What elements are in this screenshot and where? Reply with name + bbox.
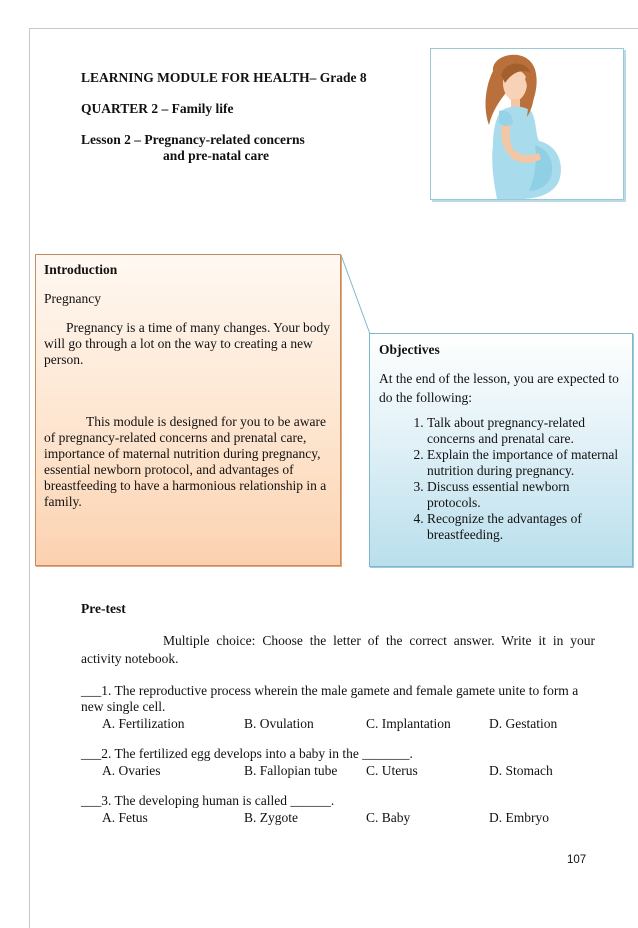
objectives-lead: At the end of the lesson, you are expected to do the following: [379,371,619,405]
choice-a: A. Fetus [102,810,148,825]
pregnant-woman-icon [431,49,623,199]
lesson-title-line2: and pre-natal care [163,148,269,163]
choice-b: B. Fallopian tube [244,763,338,778]
introduction-title: Introduction [44,262,118,277]
pretest-title: Pre-test [81,601,126,616]
choice-c: C. Implantation [366,716,451,731]
objectives-box [369,333,633,567]
choice-a: A. Fertilization [102,716,185,731]
choice-d: D. Gestation [489,716,558,731]
module-header [81,70,367,179]
choice-b: B. Ovulation [244,716,314,731]
objective-item: 1. Talk about pregnancy-related concerns and prenatal care. [427,415,623,447]
choice-b: B. Zygote [244,810,298,825]
introduction-paragraph-2: This module is designed for you to be aware of pregnancy-related concerns and prenatal care, importance of maternal nutrition during pregnancy, essential newborn protocol, and advantages of breastfeeding to have a harmonious relationship in a family. [44,414,327,509]
question-2 [81,746,595,779]
lesson-title-line1: Lesson 2 – Pregnancy-related concerns [81,132,305,147]
objective-item: 4. Recognize the advantages of breastfeeding. [427,511,623,543]
question-stem: ___3. The developing human is called ______. [81,793,335,808]
page-number: 107 [567,854,587,866]
pretest-instructions: Multiple choice: Choose the letter of the correct answer. Write it in your activity notebook. [81,633,595,666]
question-stem: ___1. The reproductive process wherein the male gamete and female gamete unite to form a new single cell. [81,683,579,714]
choice-c: C. Uterus [366,763,418,778]
choice-d: D. Embryo [489,810,549,825]
callout-connector [340,254,380,344]
introduction-box [35,254,341,566]
answer-choices [81,809,595,826]
pretest-section [81,601,595,840]
introduction-paragraph-1: Pregnancy is a time of many changes. Your body will go through a lot on the way to creating a new person. [44,320,330,367]
choice-d: D. Stomach [489,763,553,778]
objective-item: 3. Discuss essential newborn protocols. [427,479,623,511]
objective-item: 2. Explain the importance of maternal nutrition during pregnancy. [427,447,623,479]
pregnant-woman-illustration [430,48,624,200]
choice-a: A. Ovaries [102,763,161,778]
objectives-title: Objectives [379,342,440,357]
answer-choices [81,762,595,779]
module-title: LEARNING MODULE FOR HEALTH– Grade 8 [81,70,367,85]
objectives-list [379,415,623,543]
question-3 [81,793,595,826]
answer-choices [81,715,595,732]
quarter-title: QUARTER 2 – Family life [81,101,234,116]
choice-c: C. Baby [366,810,411,825]
question-1 [81,683,595,732]
question-stem: ___2. The fertilized egg develops into a baby in the _______. [81,746,413,761]
introduction-subtitle: Pregnancy [44,291,101,306]
